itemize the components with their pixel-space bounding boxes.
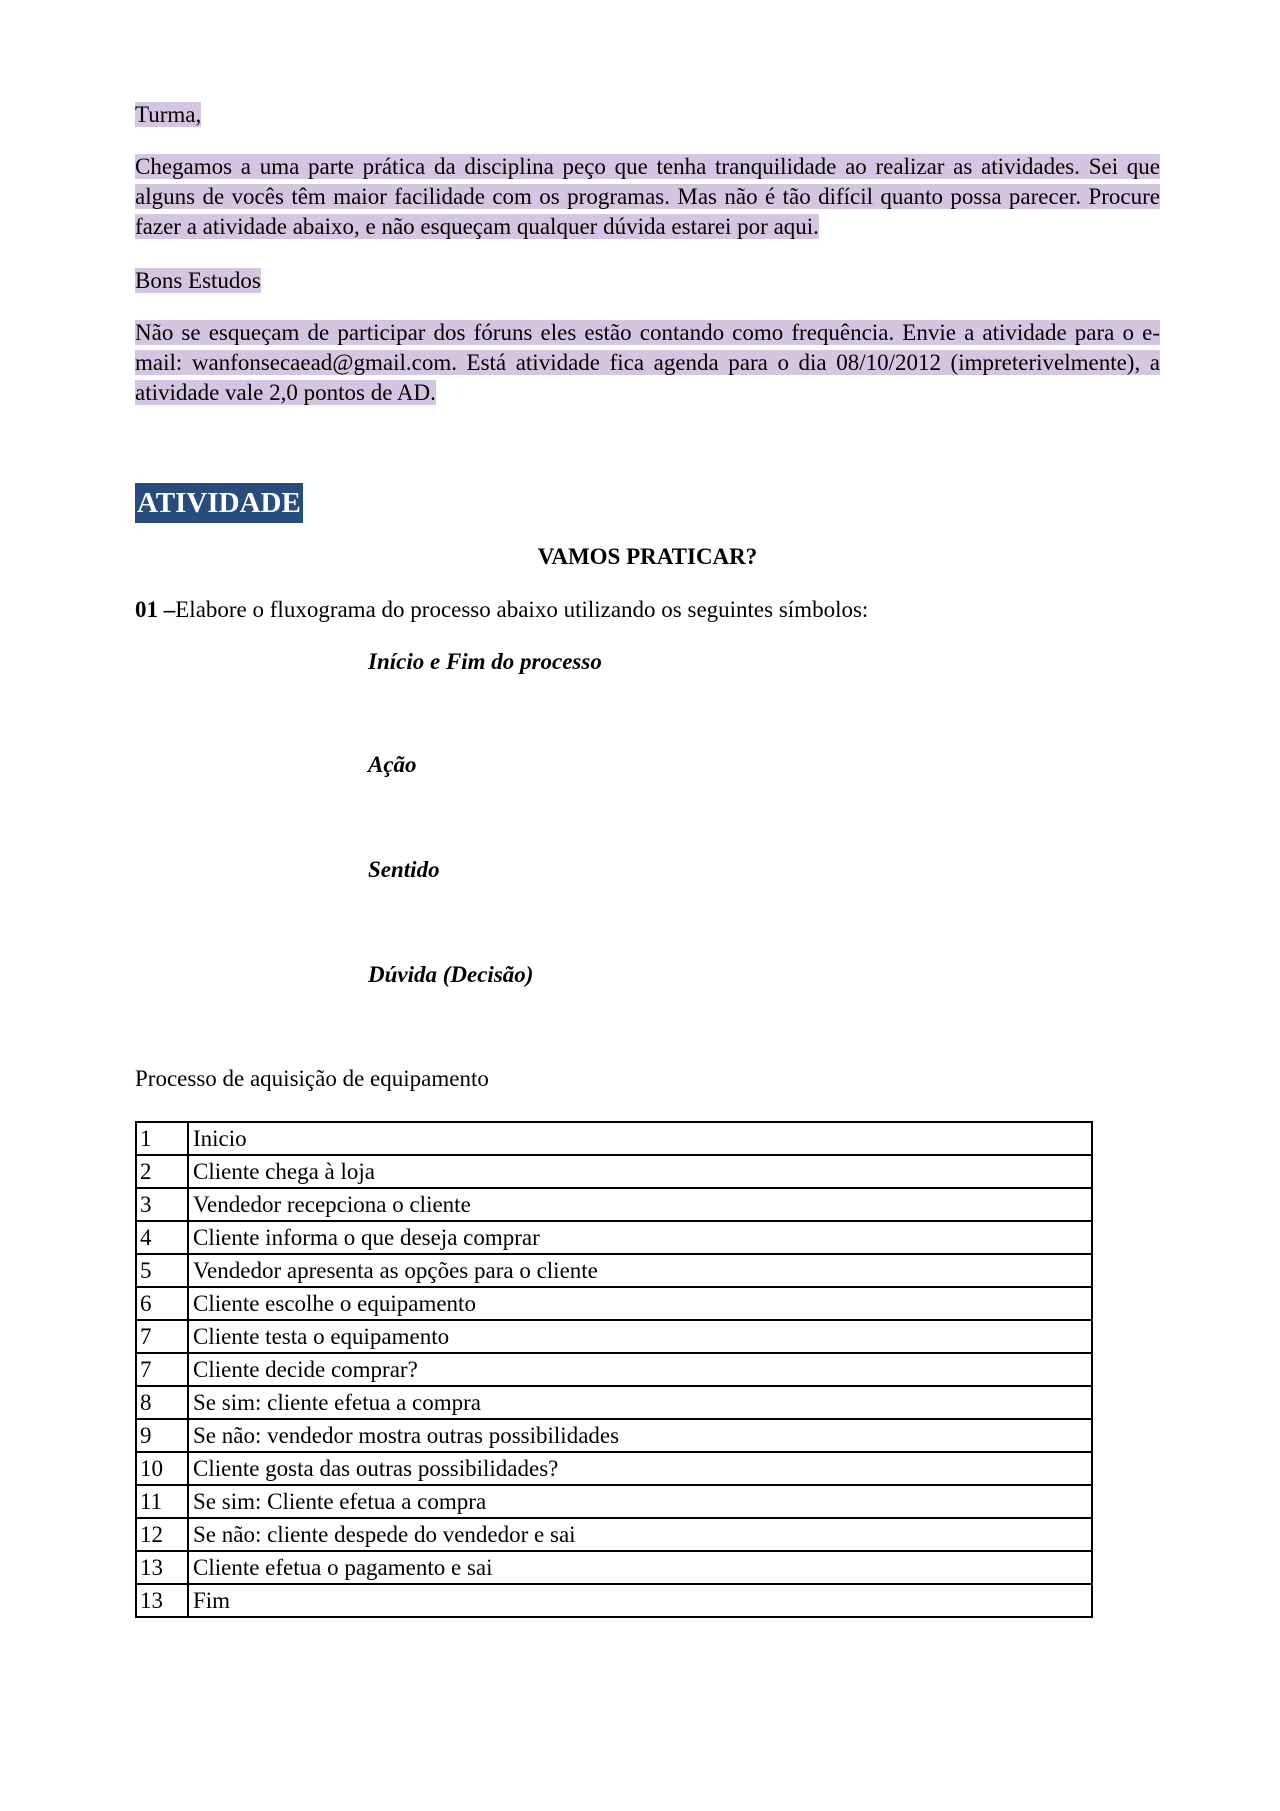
symbol-start-end: Início e Fim do processo (368, 649, 602, 674)
table-row (136, 1419, 1092, 1452)
exercise-heading: VAMOS PRATICAR? (537, 544, 758, 569)
table-row (136, 1386, 1092, 1419)
step-description: Fim (188, 1584, 1092, 1617)
table-row (136, 1485, 1092, 1518)
step-description: Inicio (188, 1122, 1092, 1155)
process-steps-table (135, 1121, 1093, 1618)
step-number: 9 (136, 1419, 188, 1452)
step-number: 3 (136, 1188, 188, 1221)
symbol-action: Ação (368, 752, 417, 777)
step-number: 6 (136, 1287, 188, 1320)
symbol-decision: Dúvida (Decisão) (368, 962, 534, 987)
notice-paragraph (135, 318, 1160, 408)
step-number: 11 (136, 1485, 188, 1518)
table-row (136, 1254, 1092, 1287)
step-description: Se não: vendedor mostra outras possibilidades (188, 1419, 1092, 1452)
table-row (136, 1551, 1092, 1584)
step-number: 5 (136, 1254, 188, 1287)
step-number: 10 (136, 1452, 188, 1485)
step-description: Cliente decide comprar? (188, 1353, 1092, 1386)
intro-text: Chegamos a uma parte prática da disciplina peço que tenha tranquilidade ao realizar as atividades. Sei que alguns de vocês têm maior facilidade com os programas. Mas não é tão difícil quanto possa parecer. Procure fazer a atividade abaixo, e não esqueçam qualquer dúvida estarei por aqui. (135, 154, 1160, 239)
step-number: 13 (136, 1584, 188, 1617)
question-text: Elabore o fluxograma do processo abaixo utilizando os seguintes símbolos: (175, 597, 869, 622)
step-description: Cliente escolhe o equipamento (188, 1287, 1092, 1320)
table-row (136, 1353, 1092, 1386)
closing-text: Bons Estudos (135, 268, 261, 293)
table-row (136, 1452, 1092, 1485)
notice-text: Não se esqueçam de participar dos fóruns eles estão contando como frequência. Envie a atividade para o e-mail: wanfonsecaead@gmail.com. Está atividade fica agenda para o dia 08/10/2012 (impreterivelmente), a atividade vale 2,0 pontos de AD. (135, 320, 1160, 405)
step-description: Se sim: Cliente efetua a compra (188, 1485, 1092, 1518)
step-description: Cliente gosta das outras possibilidades? (188, 1452, 1092, 1485)
step-number: 2 (136, 1155, 188, 1188)
greeting-paragraph (135, 100, 1160, 130)
question-line (135, 595, 868, 625)
step-description: Vendedor recepciona o cliente (188, 1188, 1092, 1221)
table-row (136, 1122, 1092, 1155)
step-number: 7 (136, 1353, 188, 1386)
table-title: Processo de aquisição de equipamento (135, 1066, 489, 1091)
table-row (136, 1584, 1092, 1617)
table-row (136, 1188, 1092, 1221)
question-number: 01 – (135, 597, 176, 622)
closing-paragraph (135, 266, 1160, 296)
table-row (136, 1518, 1092, 1551)
table-row (136, 1320, 1092, 1353)
greeting-text: Turma, (135, 102, 202, 127)
step-number: 7 (136, 1320, 188, 1353)
table-row (136, 1155, 1092, 1188)
step-number: 1 (136, 1122, 188, 1155)
step-number: 12 (136, 1518, 188, 1551)
symbol-direction: Sentido (368, 857, 440, 882)
step-description: Vendedor apresenta as opções para o cliente (188, 1254, 1092, 1287)
table-row (136, 1221, 1092, 1254)
step-number: 8 (136, 1386, 188, 1419)
steps-body (136, 1122, 1092, 1617)
section-label: ATIVIDADE (135, 483, 303, 523)
step-number: 4 (136, 1221, 188, 1254)
step-description: Cliente chega à loja (188, 1155, 1092, 1188)
step-number: 13 (136, 1551, 188, 1584)
step-description: Cliente informa o que deseja comprar (188, 1221, 1092, 1254)
step-description: Se sim: cliente efetua a compra (188, 1386, 1092, 1419)
step-description: Cliente efetua o pagamento e sai (188, 1551, 1092, 1584)
step-description: Se não: cliente despede do vendedor e sai (188, 1518, 1092, 1551)
step-description: Cliente testa o equipamento (188, 1320, 1092, 1353)
intro-paragraph (135, 152, 1160, 242)
table-row (136, 1287, 1092, 1320)
